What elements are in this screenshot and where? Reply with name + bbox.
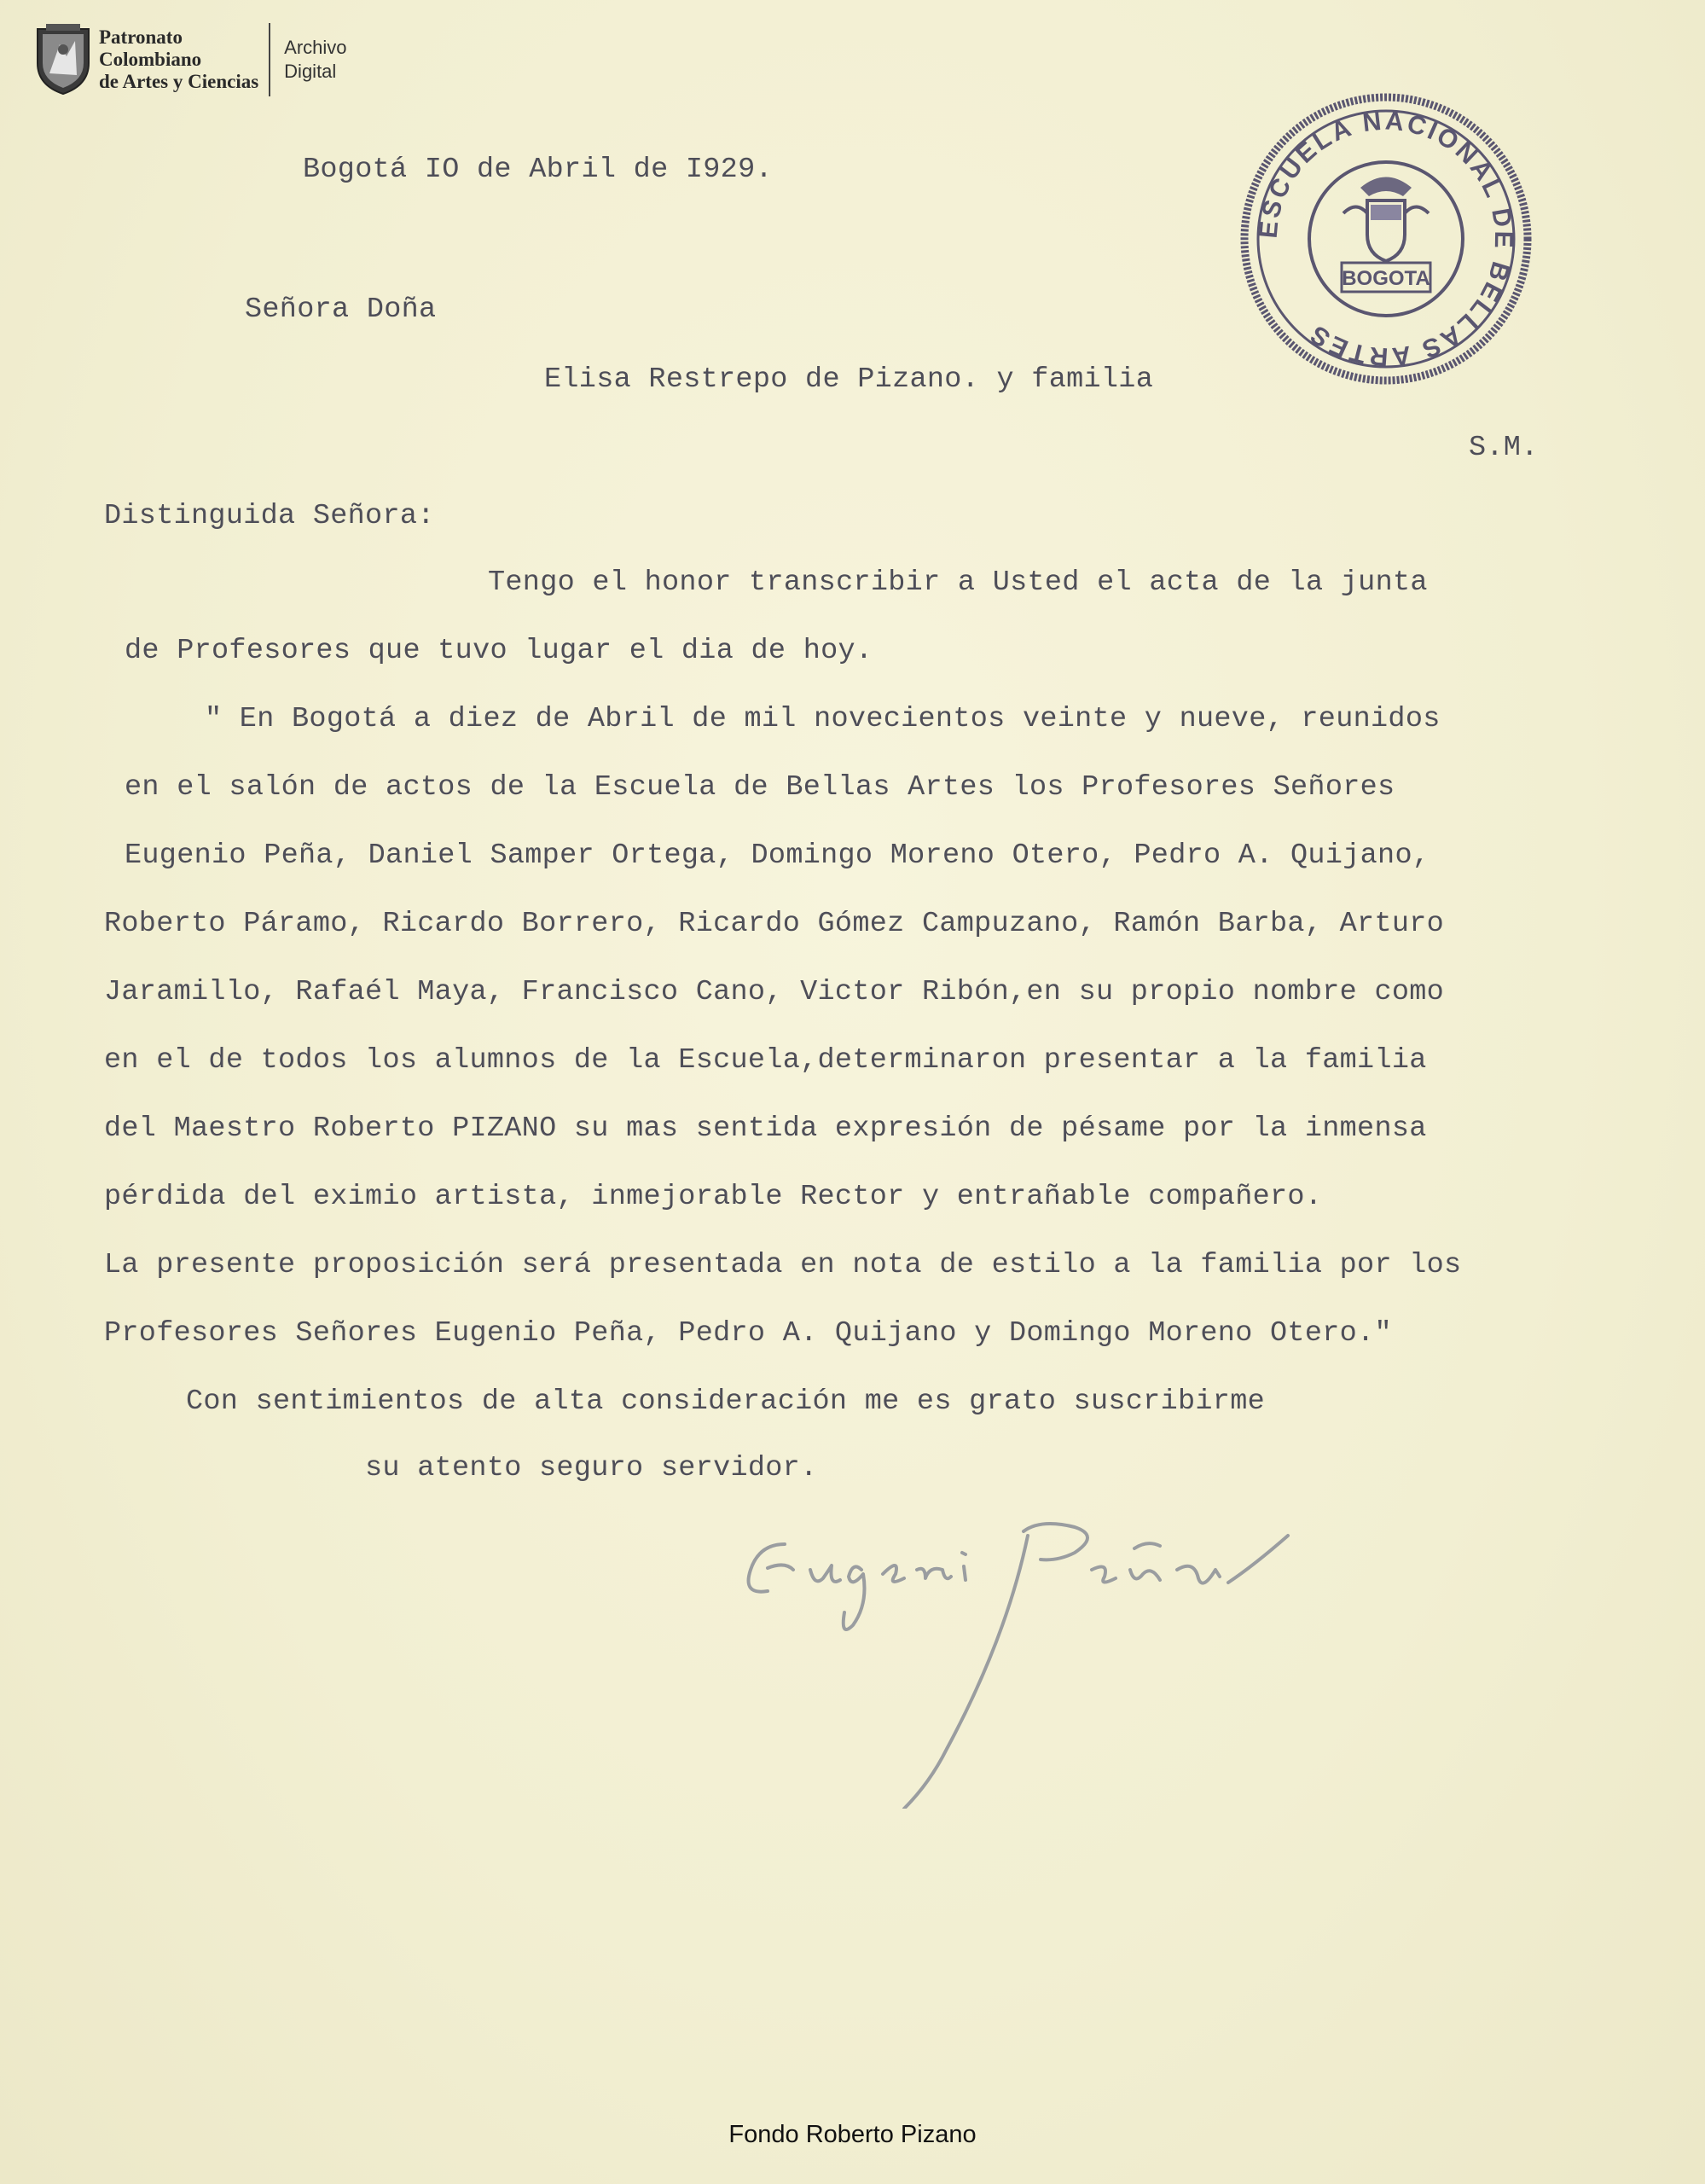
archive-line-2: Digital <box>284 61 337 82</box>
coat-of-arms-icon <box>1343 177 1429 262</box>
letter-date: Bogotá IO de Abril de I929. <box>303 154 773 186</box>
archive-header <box>34 20 347 99</box>
stamp-ring-text: ESCUELA NACIONAL DE BELLAS ARTES <box>1254 107 1518 371</box>
org-line-1: Patronato <box>99 26 183 48</box>
body-line: Tengo el honor transcribir a Usted el acta de la junta <box>488 566 1428 599</box>
body-line: Eugenio Peña, Daniel Samper Ortega, Domingo Moreno Otero, Pedro A. Quijano, <box>125 839 1430 872</box>
addressee-location: S.M. <box>1469 432 1539 464</box>
body-line: pérdida del eximio artista, inmejorable Rector y entrañable compañero. <box>104 1181 1323 1213</box>
body-line: del Maestro Roberto PIZANO su mas sentida expresión de pésame por la inmensa <box>104 1112 1427 1145</box>
handwritten-signature <box>734 1484 1348 1809</box>
body-line: Roberto Páramo, Ricardo Borrero, Ricardo Gómez Campuzano, Ramón Barba, Arturo <box>104 908 1445 940</box>
collection-footer: Fondo Roberto Pizano <box>728 2121 977 2148</box>
header-divider <box>269 23 270 96</box>
archive-line-1: Archivo <box>284 37 347 58</box>
school-seal-stamp <box>1232 85 1540 392</box>
organization-name <box>99 26 258 93</box>
body-line: en el salón de actos de la Escuela de Bellas Artes los Profesores Señores <box>125 771 1395 804</box>
body-line: Jaramillo, Rafaél Maya, Francisco Cano, Victor Ribón,en su propio nombre como <box>104 976 1445 1008</box>
org-line-2: Colombiano <box>99 49 202 70</box>
closing-line-2: su atento seguro servidor. <box>365 1452 818 1484</box>
patronato-shield-icon <box>34 24 92 96</box>
svg-text:ESCUELA NACIONAL DE BELLAS ART <box>1255 107 1518 371</box>
addressee-name: Elisa Restrepo de Pizano. y familia <box>544 363 1154 396</box>
archive-label <box>284 36 346 84</box>
closing-line-1: Con sentimientos de alta consideración me es grato suscribirme <box>186 1385 1266 1418</box>
salutation-title: Señora Doña <box>245 293 437 326</box>
body-line: La presente proposición será presentada en nota de estilo a la familia por los <box>104 1249 1462 1281</box>
body-line: en el de todos los alumnos de la Escuela,determinaron presentar a la familia <box>104 1044 1427 1077</box>
greeting: Distinguida Señora: <box>104 500 435 532</box>
stamp-city: BOGOTA <box>1342 267 1430 290</box>
body-line: de Profesores que tuvo lugar el dia de hoy. <box>125 635 873 667</box>
org-line-3: de Artes y Ciencias <box>99 71 259 92</box>
body-line: Profesores Señores Eugenio Peña, Pedro A. Quijano y Domingo Moreno Otero." <box>104 1317 1392 1350</box>
body-line: " En Bogotá a diez de Abril de mil novecientos veinte y nueve, reunidos <box>205 703 1441 735</box>
